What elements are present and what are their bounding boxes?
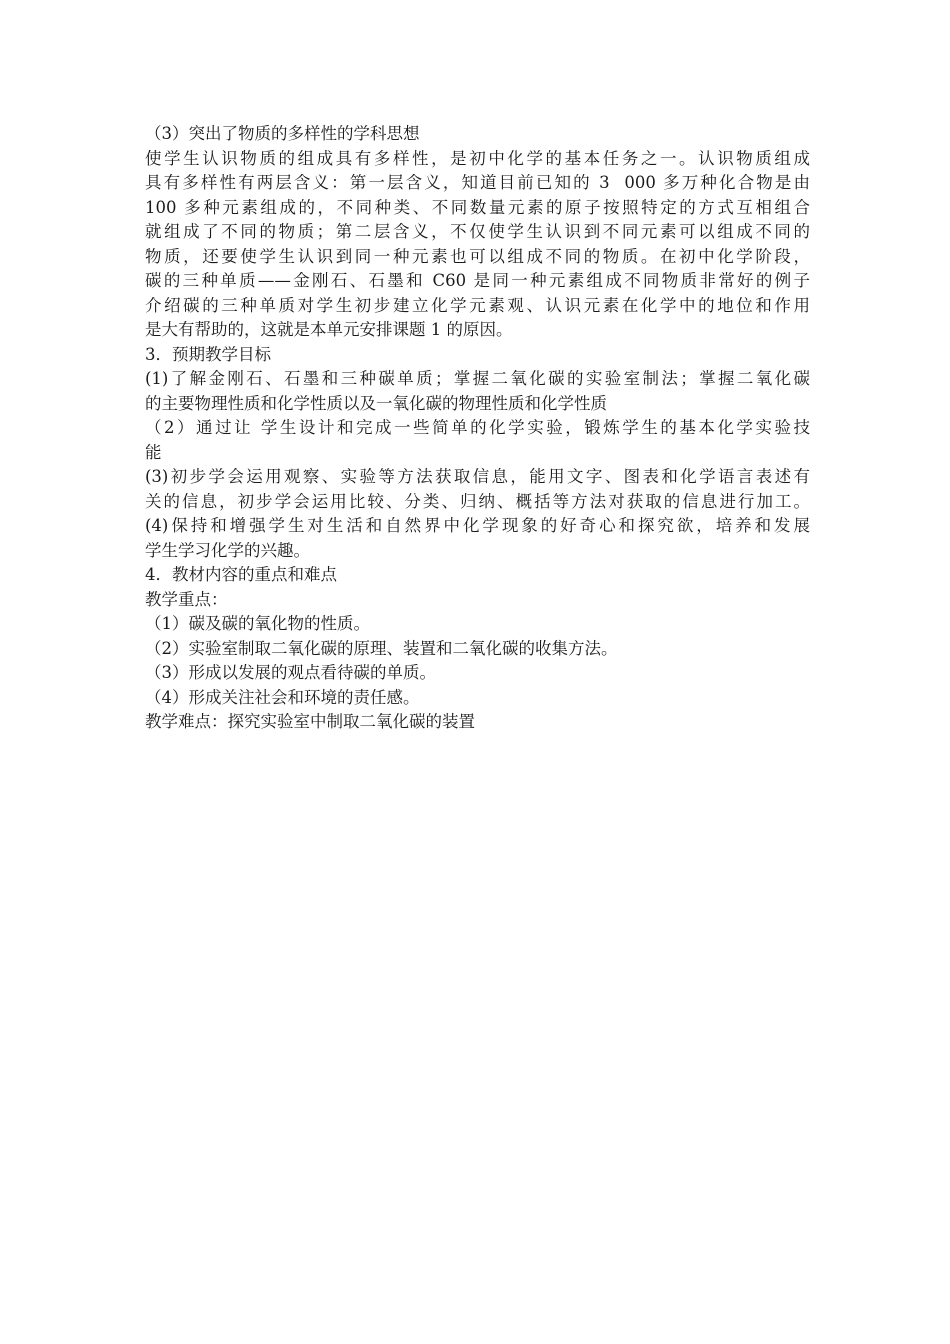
text-line: 使学生认识物质的组成具有多样性，是初中化学的基本任务之一。认识物质组成 bbox=[145, 148, 810, 168]
text-line: 的主要物理性质和化学性质以及一氧化碳的物理性质和化学性质 bbox=[145, 393, 607, 413]
text-line: 能 bbox=[145, 442, 162, 462]
text-line: 100 多种元素组成的，不同种类、不同数量元素的原子按照特定的方式互相组合 bbox=[145, 197, 810, 217]
text-line: 教学难点：探究实验室中制取二氧化碳的装置 bbox=[145, 712, 475, 731]
text-line: 教学重点： bbox=[145, 589, 228, 609]
text-line: (3)初步学会运用观察、实验等方法获取信息，能用文字、图表和化学语言表述有 bbox=[145, 467, 810, 486]
document-body bbox=[145, 122, 810, 735]
text-line: 3．预期教学目标 bbox=[145, 344, 271, 364]
text-line: 介绍碳的三种单质对学生初步建立化学元素观、认识元素在化学中的地位和作用 bbox=[145, 295, 810, 315]
text-line: 是大有帮助的，这就是本单元安排课题 1 的原因。 bbox=[145, 320, 513, 339]
text-line: 具有多样性有两层含义：第一层含义，知道目前已知的 3 000 多万种化合物是由 bbox=[145, 173, 810, 192]
text-line: 物质，还要使学生认识到同一种元素也可以组成不同的物质。在初中化学阶段， bbox=[145, 246, 810, 266]
text-line: 学生学习化学的兴趣。 bbox=[145, 540, 310, 560]
text-line: (1)了解金刚石、石墨和三种碳单质；掌握二氧化碳的实验室制法；掌握二氧化碳 bbox=[145, 369, 810, 388]
text-line: 就组成了不同的物质；第二层含义，不仅使学生认识到不同元素可以组成不同的 bbox=[145, 222, 810, 241]
text-line: （4）形成关注社会和环境的责任感。 bbox=[145, 687, 420, 707]
text-line: （3）突出了物质的多样性的学科思想 bbox=[145, 124, 420, 143]
text-line: (4)保持和增强学生对生活和自然界中化学现象的好奇心和探究欲，培养和发展 bbox=[145, 516, 810, 535]
text-line: （2）实验室制取二氧化碳的原理、装置和二氧化碳的收集方法。 bbox=[145, 638, 618, 658]
text-line: 4．教材内容的重点和难点 bbox=[145, 565, 337, 584]
text-line: 碳的三种单质——金刚石、石墨和 C60 是同一种元素组成不同物质非常好的例子 bbox=[145, 271, 810, 290]
text-line: （2）通过让 学生设计和完成一些简单的化学实验，锻炼学生的基本化学实验技 bbox=[145, 418, 810, 437]
text-line: （1）碳及碳的氧化物的性质。 bbox=[145, 614, 370, 633]
text-line: 关的信息，初步学会运用比较、分类、归纳、概括等方法对获取的信息进行加工。 bbox=[145, 491, 810, 511]
text-line: （3）形成以发展的观点看待碳的单质。 bbox=[145, 663, 436, 682]
